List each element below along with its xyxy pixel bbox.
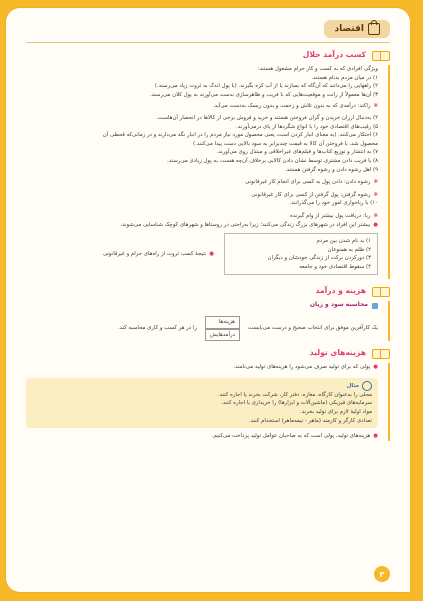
page-spine xyxy=(410,0,423,601)
bullet-icon: ● xyxy=(373,433,378,440)
section-1-title: کسب درآمد حلال xyxy=(26,49,390,61)
section-2-body: محاسبه سود و زیان یک کارآفرین موفق برای انتخاب صحیح و درست می‌بایست هزینه‌ها درآمدهایش را در هر کسب و کاری محاسبه کند. xyxy=(26,301,390,341)
square-icon xyxy=(372,303,378,309)
bullet-icon: ● xyxy=(373,364,378,371)
page-number: ۳ xyxy=(374,566,390,582)
consequences-box: ۱) بد نام شدن بین مردم ۲) ظلم به همنوعان ۳) دورکردن برکت از زندگی خودشان و دیگران ۴) سقوط اقتصادی خود و جامعه xyxy=(224,233,378,275)
chapter-pill xyxy=(324,20,390,38)
cost-income-row: یک کارآفرین موفق برای انتخاب صحیح و درست می‌بایست هزینه‌ها درآمدهایش را در هر کسب و کاری محاسبه کند. xyxy=(26,316,378,341)
globe-icon xyxy=(362,381,372,391)
book-icon xyxy=(372,285,390,297)
paper-sheet xyxy=(6,8,410,592)
example-box: مثال محلی را به‌عنوان کارگاه، مغازه، دفتر کار، شرکت بخرند یا اجاره کنند. سرمایه‌های فیزیکی (ماشین‌آلات و ابزارها) را خریداری یا اجاره کنند. مواد اولیهٔ لازم برای تولید بخرند. تعدادی کارگر و کارمند (ماهر - نیمه‌ماهر) استخدام کنند. xyxy=(26,378,378,428)
book-icon xyxy=(372,347,390,359)
bullet-icon: ❋ xyxy=(373,179,378,186)
bullet-icon: ❋ xyxy=(373,103,378,110)
section-1-body: ویژگی افرادی که به کسب و کار حرام مشغول هستند: ۱) در میان مردم بدنام هستند. ۲) راههایی را می‌دانند که آن‌گاه که بسازند یا از آب کره بگیرند. (با پول اندک به ثروت زیاد می‌رسند.) ۳) آن‌ها معمولاً از رانت و موقعیت‌هایی که با فریب و ظاهرسازی بدست می‌آورند به پول کلان می‌رسند. ❋راکتد: درآمدی که به بدون تلاش و زحمت و بدون ریسک به‌دست می‌آید. ۴) به‌دنبال ارزان خریدن و گران فروختن هستند و خرید و فروش برخی از کالاها در انحصار آن‌هاست. ۵) رقیب‌های اقتصادی خود را با انواع شگردها از پای درمی‌آورند. ۶) احتکار می‌کنند. (به معنای انبار کردن است، یعنی محصول مورد نیاز مردم را در انبار نگه می‌دارند و در زمانی‌که قحطی آن محصول شد، با فروختن آن کالا به قیمت چندبرابر به سود بالایی دست پیدا می‌کنند.) ۷) به انتشار و توزیع کتاب‌ها و فیلم‌های غیراخلاقی و مبتذل روی می‌آورند. ۸) با فریب دادن مشتری توسط نشان دادن کالایی برخلاف آن‌چه هست، به پول زیادی می‌رسند. ۹) اهل رشوه دادن و رشوه گرفتن هستند. ❋رشوه دادن: دادن پول به کسی برای انجام کار غیرقانونی ❋رشوه گرفتن: پول گرفتن از کسی برای کار غیرقانونی ۱۰) با رباخواری امور خود را می‌گذرانند. ❋ربا: دریافت پول بیشتر از وام گیرنده ●بیشتر این افراد در شهرهای بزرگ زندگی می‌کنند؛ زیرا به‌راحتی در روستاها و شهرهای کوچک شناسایی می‌شوند. ۱) بد نام شدن بین مردم ۲) ظلم به همنوعان ۳) دورکردن برکت از زندگی خودشان و دیگران ۴) سقوط اقتصادی خود و جامعه ●نتیجهٔ کسب ثروت از راه‌های حرام و غیرقانونی xyxy=(26,65,390,279)
bullet-icon: ❋ xyxy=(373,191,378,198)
bullet-icon: ● xyxy=(373,221,378,228)
bag-icon xyxy=(368,23,380,35)
bullet-icon: ● xyxy=(209,250,214,257)
content xyxy=(26,18,390,582)
section-2-title: هزینه و درآمد xyxy=(26,285,390,297)
header xyxy=(26,18,390,40)
consequence-label: ●نتیجهٔ کسب ثروت از راه‌های حرام و غیرقانونی xyxy=(102,250,214,257)
section-3-title: هزینه‌های تولید xyxy=(26,347,390,359)
bullet-icon: ❋ xyxy=(373,212,378,219)
divider xyxy=(26,42,390,43)
section-3-body: ●پولی که برای تولید صرف می‌شود را هزینه‌های تولید می‌نامند. مثال محلی را به‌عنوان کارگاه، مغازه، دفتر کار، شرکت بخرند یا اجاره کنند. سرمایه‌های فیزیکی (ماشین‌آلات و ابزارها) را خریداری یا اجاره کنند. مواد اولیهٔ لازم برای تولید بخرند. تعدادی کارگر و کارمند (ماهر - نیمه‌ماهر) استخدام کنند. ●هزینه‌های تولید، پولی است که به صاحبان عوامل تولید پرداخت می‌کنیم. xyxy=(26,363,390,441)
chapter-title: اقتصاد xyxy=(334,23,364,34)
cost-income-table: هزینه‌ها درآمدهایش xyxy=(205,316,240,341)
book-icon xyxy=(372,49,390,61)
